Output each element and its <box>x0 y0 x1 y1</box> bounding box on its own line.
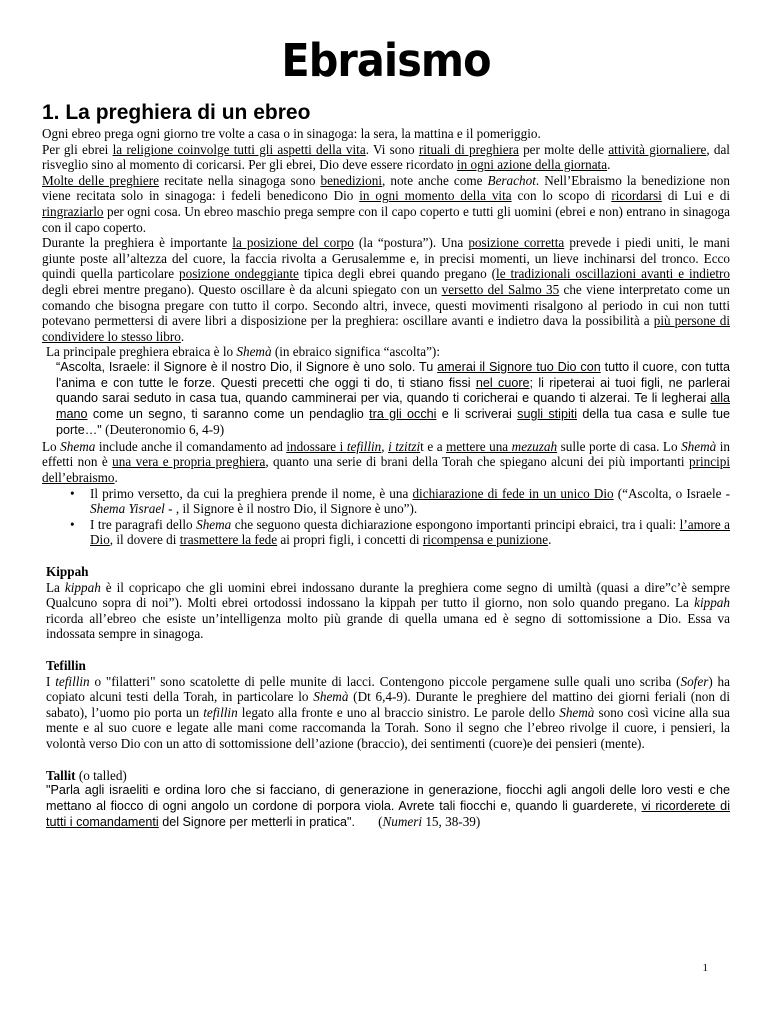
paragraph-shema-intro: La principale preghiera ebraica è lo Shemà (in ebraico significa “ascolta”): <box>46 344 440 360</box>
subheading-tefillin: Tefillin <box>46 658 86 673</box>
shema-quote: “Ascolta, Israele: il Signore è il nostro Dio, il Signore è uno solo. Tu amerai il Signore tuo Dio con tutto il cuore, con tutta l'anima e con tutte le forze. Questi precetti che oggi ti do, ti stiano fissi nel cuore; li ripeterai ai tuoi figli, ne parlerai quando sarai seduto in casa tua, quando camminerai per via, quando ti coricherai e quando ti alzerai. Te li legherai alla mano come un segno, ti saranno come un pendaglio tra gli occhi e li scriverai sugli stipiti della tua casa e sulle tue porte…" (Deuteronomio 6, 4-9) <box>56 359 731 438</box>
list-item: • Il primo versetto, da cui la preghiera prende il nome, è una dichiarazione di fede in un unico Dio (“Ascolta, o Israele - Shema Yisrael - , il Signore è il nostro Dio, il Signore è uno”). <box>90 486 730 517</box>
paragraph-kippah: La kippah è il copricapo che gli uomini ebrei indossano durante la preghiera come segno di umiltà (quasi a dire”c’è sempre Qualcuno sopra di noi”). Molti ebrei ortodossi indossano la kippah per tutto il giorno, non solo quando pregano. La kippah ricorda all’ebreo che esiste un’intelligenza molto più grande di quella umana ed è segno di sottomissione a Dio. Essa va indossata sempre in sinagoga. <box>46 579 730 642</box>
paragraph-religione: Per gli ebrei la religione coinvolge tutti gli aspetti della vita. Vi sono rituali di preghiera per molte delle attività giornaliere, dal risveglio sino al momento di coricarsi. Per gli ebrei, Dio deve essere ricordato in ogni azione della giornata. <box>42 141 730 173</box>
subheading-kippah: Kippah <box>46 564 89 580</box>
paragraph-tefillin: I tefillin o "filatteri" sono scatolette di pelle munite di lacci. Contengono piccole pergamene sulle quali uno scriba (Sofer) ha copiato alcuni testi della Torah, in particolare lo Shemà (Dt 6,4-9). Durante le preghiere del mattino dei giorni feriali (non di sabato), l’uomo pio porta un tefillin legato alla fronte e uno al braccio sinistro. Le parole dello Shemà sono così vicine alla sua mente e al suo cuore e legate alle mani come raccomanda la Torah. Sono il segno che l’ebreo rivolge il cuore, i pensieri, la volontà verso Dio con un atto di sottomissione dell’azione (braccio), dei sentimenti (cuore)e dei pensieri (mente). <box>46 673 731 751</box>
paragraph-postura: Durante la preghiera è importante la posizione del corpo (la “postura”). Una posizione corretta prevede i piedi uniti, le mani giunte poste all’altezza del cuore, la faccia rivolta a Gerusalemme e, in precisi momenti, un lieve inchinarsi del tronco. Ecco quindi quella particolare posizione ondeggiante tipica degli ebrei quando pregano (le tradizionali oscillazioni avanti e indietro degli ebrei mentre pregano). Questo oscillare è da alcuni spiegato con un versetto del Salmo 35 che viene interpretato come un comando che bisogna pregare con tutto il corpo. Secondo altri, invece, questi movimenti risalgono al periodo in cui non tutti potevano permettersi di avere libri a disposizione per la preghiera: oscillare avanti e indietro dava la possibilità a più persone di condividere lo stesso libro. <box>42 235 730 344</box>
paragraph-benedizioni: Molte delle preghiere recitate nella sinagoga sono benedizioni, note anche come Berachot. Nell’Ebraismo la benedizione non viene recitata solo in sinagoga: i fedeli benedicono Dio in ogni momento della vita con lo scopo di ricordarsi di Lui e di ringraziarlo per ogni cosa. Un ebreo maschio prega sempre con il capo coperto e tutti gli uomini (ebrei e non) entrano in sinagoga con il capo coperto. <box>42 172 731 235</box>
document-title: Ebraismo <box>281 34 491 87</box>
list-item: • I tre paragrafi dello Shema che seguono questa dichiarazione espongono importanti principi ebraici, tra i quali: l’amore a Dio, il dovere di trasmettere la fede ai propri figli, i concetti di ricompensa e punizione. <box>90 517 730 548</box>
paragraph-intro: Ogni ebreo prega ogni giorno tre volte a casa o in sinagoga: la sera, la mattina e il pomeriggio. <box>42 126 541 141</box>
subheading-tallit: Tallit (o talled) <box>46 767 127 783</box>
shema-bullet-list <box>42 486 730 548</box>
tallit-quote: "Parla agli israeliti e ordina loro che si facciano, di generazione in generazione, fiocchi agli angoli delle loro vesti e che mettano al fiocco di ogni angolo un cordone di porpora viola. Avrete tali fiocchi e, quando li guarderete, vi ricorderete di tutti i comandamenti del Signore per metterli in pratica". (Numeri 15, 38-39) <box>46 783 730 830</box>
section-heading-preghiera: 1. La preghiera di un ebreo <box>42 101 311 124</box>
quote-source: (Deuteronomio 6, 4-9) <box>101 422 225 438</box>
tallit-quote-source: (Numeri 15, 38-39) <box>378 814 481 830</box>
page-number: 1 <box>702 962 708 974</box>
paragraph-shema-comandamenti: Lo Shema include anche il comandamento ad indossare i tefillin, i tzitzit e a mettere una mezuzah sulle porte di casa. Lo Shemà in effetti non è una vera e propria preghiera, quanto una serie di brani della Torah che spiegano alcuni dei più importanti principi dell’ebraismo. <box>42 438 731 486</box>
